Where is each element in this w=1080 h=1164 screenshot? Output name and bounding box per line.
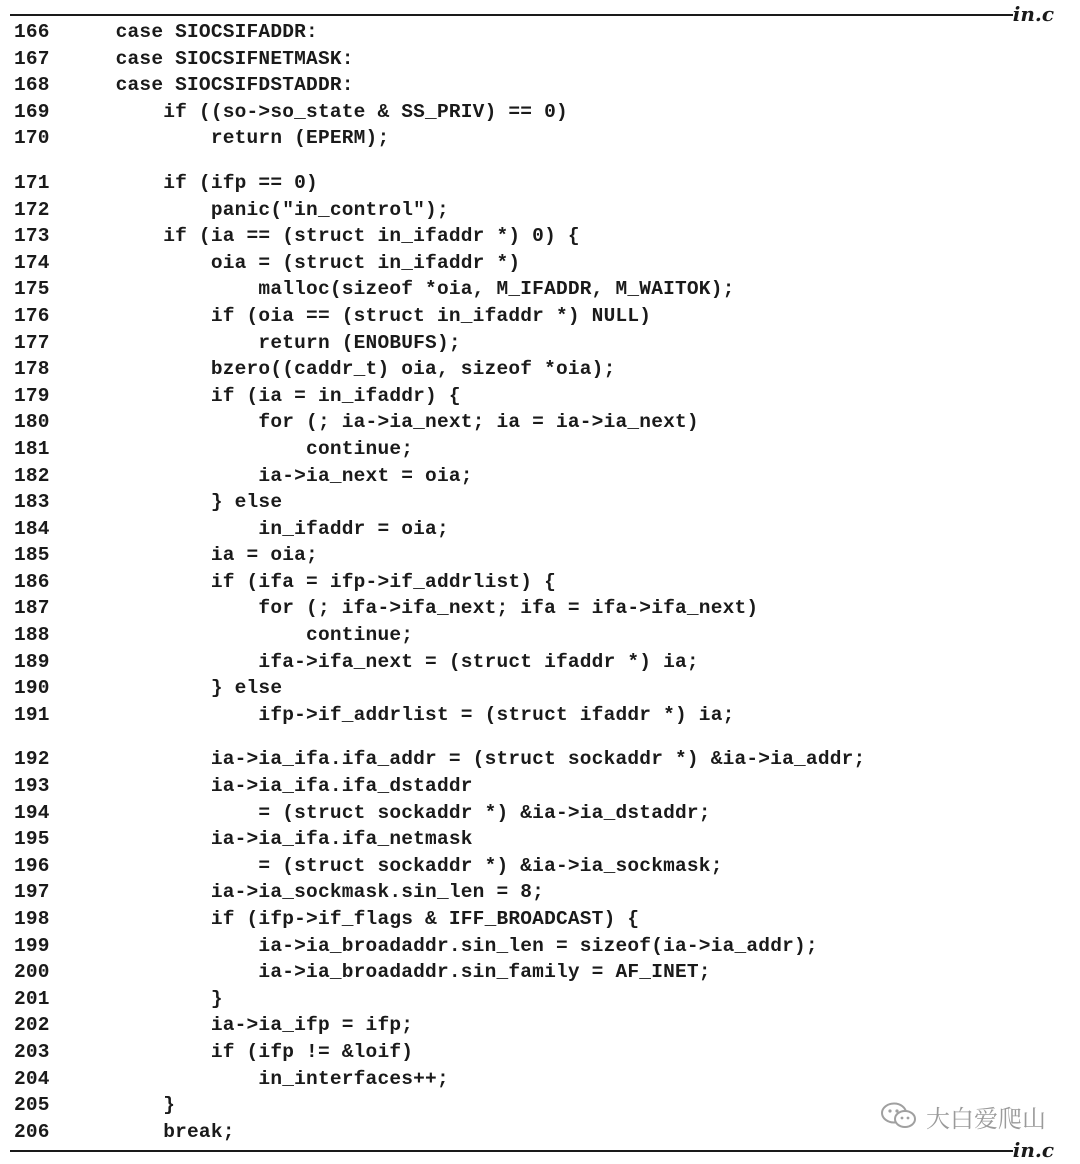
line-number: 175 bbox=[14, 278, 50, 301]
line-number: 183 bbox=[14, 491, 50, 514]
line-code: ia->ia_broadaddr.sin_len = sizeof(ia->ia_addr); bbox=[68, 934, 818, 957]
code-line bbox=[0, 826, 1080, 853]
line-number: 180 bbox=[14, 411, 50, 434]
code-line bbox=[0, 1012, 1080, 1039]
line-number: 201 bbox=[14, 987, 50, 1010]
line-code: } else bbox=[68, 491, 283, 514]
line-code: in_ifaddr = oia; bbox=[68, 517, 449, 540]
code-line bbox=[0, 463, 1080, 490]
line-code: = (struct sockaddr *) &ia->ia_sockmask; bbox=[68, 854, 723, 877]
code-line bbox=[0, 516, 1080, 543]
line-number: 174 bbox=[14, 251, 50, 274]
line-number: 178 bbox=[14, 358, 50, 381]
line-code: for (; ifa->ifa_next; ifa = ifa->ifa_next) bbox=[68, 597, 759, 620]
wechat-icon bbox=[880, 1102, 918, 1130]
line-code: if (oia == (struct in_ifaddr *) NULL) bbox=[68, 304, 652, 327]
watermark-text: 大白爱爬山 bbox=[926, 1104, 1046, 1133]
code-line bbox=[0, 303, 1080, 330]
code-line bbox=[0, 959, 1080, 986]
line-number: 184 bbox=[14, 517, 50, 540]
line-code: ifa->ifa_next = (struct ifaddr *) ia; bbox=[68, 650, 699, 673]
code-line bbox=[0, 986, 1080, 1013]
line-number: 188 bbox=[14, 624, 50, 647]
line-number: 205 bbox=[14, 1094, 50, 1117]
line-number: 189 bbox=[14, 650, 50, 673]
line-number: 200 bbox=[14, 961, 50, 984]
code-line bbox=[0, 356, 1080, 383]
line-number: 196 bbox=[14, 854, 50, 877]
line-code: return (ENOBUFS); bbox=[68, 331, 461, 354]
line-number: 168 bbox=[14, 74, 50, 97]
line-code: ia->ia_sockmask.sin_len = 8; bbox=[68, 881, 545, 904]
line-code: } bbox=[68, 987, 223, 1010]
line-code: if (ifp->if_flags & IFF_BROADCAST) { bbox=[68, 908, 640, 930]
footer-filename: in.c bbox=[1012, 1138, 1054, 1162]
line-number: 192 bbox=[14, 748, 50, 771]
line-code: ia->ia_next = oia; bbox=[68, 464, 473, 487]
line-number: 194 bbox=[14, 801, 50, 824]
code-line bbox=[0, 223, 1080, 250]
line-number: 204 bbox=[14, 1067, 50, 1090]
line-code: case SIOCSIFADDR: bbox=[68, 21, 318, 43]
code-line bbox=[0, 125, 1080, 152]
line-number: 185 bbox=[14, 544, 50, 567]
code-line bbox=[0, 933, 1080, 960]
line-number: 173 bbox=[14, 225, 50, 248]
line-number: 181 bbox=[14, 437, 50, 460]
line-code: } else bbox=[68, 677, 283, 700]
code-line bbox=[0, 99, 1080, 126]
code-line bbox=[0, 879, 1080, 906]
top-rule bbox=[10, 14, 1013, 16]
code-line bbox=[0, 853, 1080, 880]
line-code: in_interfaces++; bbox=[68, 1067, 449, 1090]
code-line bbox=[0, 170, 1080, 197]
line-number: 190 bbox=[14, 677, 50, 700]
line-number: 186 bbox=[14, 570, 50, 593]
line-code: if ((so->so_state & SS_PRIV) == 0) bbox=[68, 100, 568, 123]
line-number: 198 bbox=[14, 908, 50, 930]
code-line bbox=[0, 569, 1080, 596]
line-number: 187 bbox=[14, 597, 50, 620]
line-code: ia->ia_ifa.ifa_addr = (struct sockaddr *) &ia->ia_addr; bbox=[68, 748, 866, 771]
line-number: 203 bbox=[14, 1040, 50, 1063]
line-code: continue; bbox=[68, 437, 414, 460]
line-code: case SIOCSIFDSTADDR: bbox=[68, 74, 354, 97]
line-code: bzero((caddr_t) oia, sizeof *oia); bbox=[68, 358, 616, 381]
code-line bbox=[0, 197, 1080, 224]
line-number: 169 bbox=[14, 100, 50, 123]
bottom-rule bbox=[10, 1150, 1013, 1152]
code-line bbox=[0, 746, 1080, 773]
line-code: if (ia == (struct in_ifaddr *) 0) { bbox=[68, 225, 580, 248]
line-code: ia->ia_ifp = ifp; bbox=[68, 1014, 414, 1037]
line-code: continue; bbox=[68, 624, 414, 647]
line-number: 179 bbox=[14, 384, 50, 407]
line-number: 195 bbox=[14, 828, 50, 851]
line-code: ia->ia_ifa.ifa_netmask bbox=[68, 828, 473, 851]
line-number: 177 bbox=[14, 331, 50, 354]
code-line bbox=[0, 1039, 1080, 1066]
line-number: 199 bbox=[14, 934, 50, 957]
line-code: ia->ia_ifa.ifa_dstaddr bbox=[68, 775, 473, 798]
line-number: 172 bbox=[14, 198, 50, 221]
code-line bbox=[0, 72, 1080, 99]
code-line bbox=[0, 773, 1080, 800]
code-line bbox=[0, 906, 1080, 933]
line-number: 167 bbox=[14, 47, 50, 70]
line-code: malloc(sizeof *oia, M_IFADDR, M_WAITOK); bbox=[68, 278, 735, 301]
code-line bbox=[0, 800, 1080, 827]
line-code: = (struct sockaddr *) &ia->ia_dstaddr; bbox=[68, 801, 711, 824]
line-number: 170 bbox=[14, 127, 50, 150]
line-code: if (ia = in_ifaddr) { bbox=[68, 384, 461, 407]
line-code: break; bbox=[68, 1120, 235, 1143]
line-code: } bbox=[68, 1094, 176, 1117]
code-line bbox=[0, 250, 1080, 277]
code-line bbox=[0, 409, 1080, 436]
line-code: ia->ia_broadaddr.sin_family = AF_INET; bbox=[68, 961, 711, 984]
line-number: 191 bbox=[14, 703, 50, 726]
code-line bbox=[0, 19, 1080, 46]
code-line bbox=[0, 542, 1080, 569]
code-line bbox=[0, 595, 1080, 622]
line-code: for (; ia->ia_next; ia = ia->ia_next) bbox=[68, 411, 699, 434]
line-number: 202 bbox=[14, 1014, 50, 1037]
code-line bbox=[0, 330, 1080, 357]
code-line bbox=[0, 1066, 1080, 1093]
line-number: 197 bbox=[14, 881, 50, 904]
line-code: ifp->if_addrlist = (struct ifaddr *) ia; bbox=[68, 703, 735, 726]
line-code: if (ifp != &loif) bbox=[68, 1040, 414, 1063]
line-number: 206 bbox=[14, 1120, 50, 1143]
line-code: if (ifa = ifp->if_addrlist) { bbox=[68, 570, 556, 593]
code-line bbox=[0, 46, 1080, 73]
line-number: 182 bbox=[14, 464, 50, 487]
line-number: 166 bbox=[14, 21, 50, 43]
code-line bbox=[0, 489, 1080, 516]
code-line bbox=[0, 649, 1080, 676]
code-line bbox=[0, 702, 1080, 729]
code-line bbox=[0, 436, 1080, 463]
code-line bbox=[0, 675, 1080, 702]
code-line bbox=[0, 383, 1080, 410]
line-code: oia = (struct in_ifaddr *) bbox=[68, 251, 521, 274]
line-code: panic("in_control"); bbox=[68, 198, 449, 221]
line-code: ia = oia; bbox=[68, 544, 318, 567]
header-filename: in.c bbox=[1012, 2, 1054, 26]
watermark bbox=[880, 1100, 1046, 1132]
line-number: 176 bbox=[14, 304, 50, 327]
line-number: 193 bbox=[14, 775, 50, 798]
line-code: return (EPERM); bbox=[68, 127, 390, 150]
code-line bbox=[0, 622, 1080, 649]
line-number: 171 bbox=[14, 171, 50, 194]
code-line bbox=[0, 276, 1080, 303]
line-code: if (ifp == 0) bbox=[68, 171, 318, 194]
code-listing bbox=[0, 19, 1080, 1145]
line-code: case SIOCSIFNETMASK: bbox=[68, 47, 354, 70]
